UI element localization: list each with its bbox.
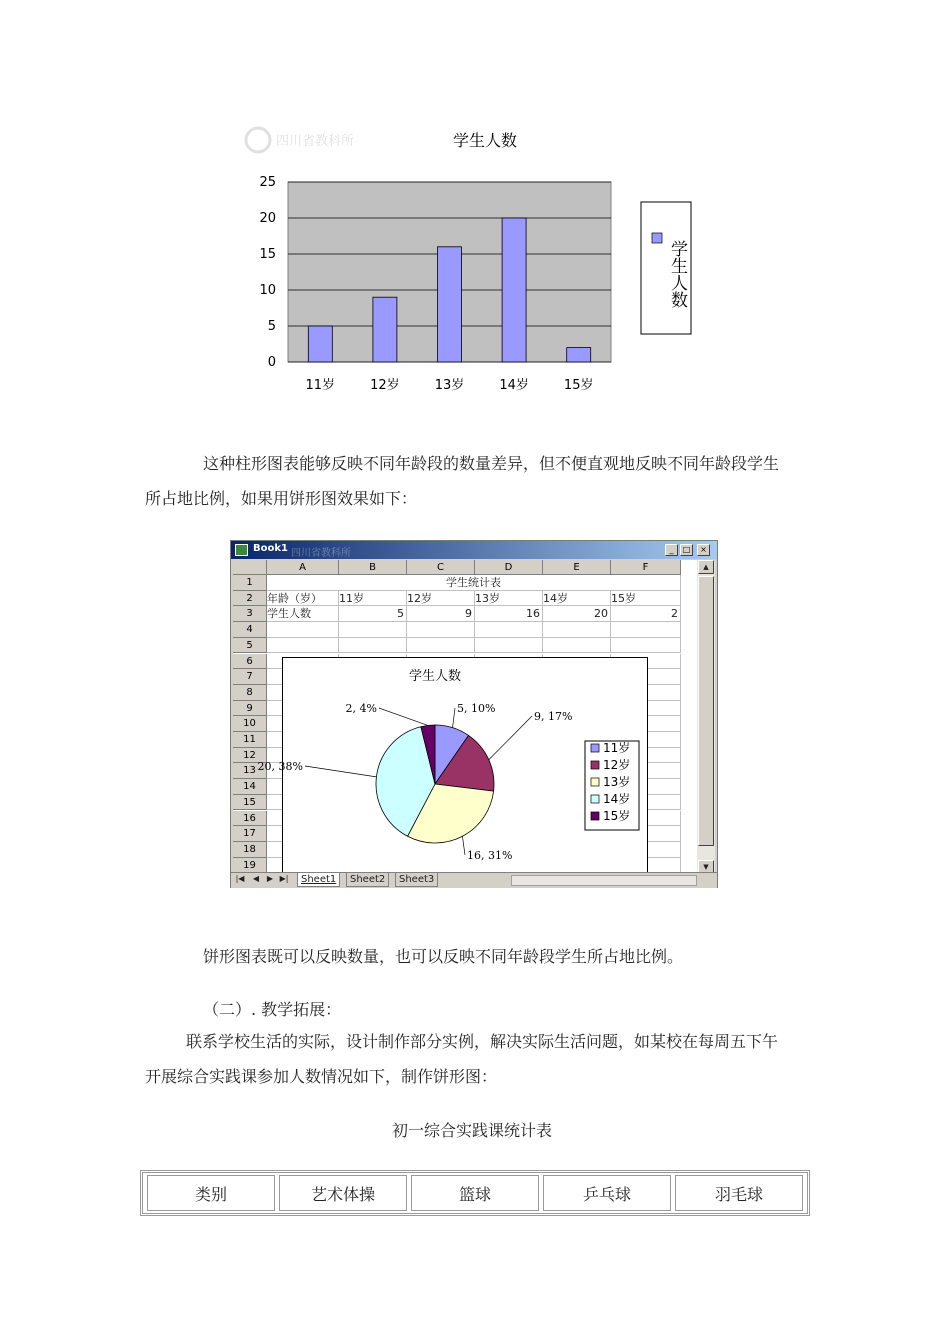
legend-label: 学生人数: [667, 240, 687, 308]
paragraph-3-line-1: 联系学校生活的实际，设计制作部分实例，解决实际生活问题，如某校在每周五下午: [186, 1032, 779, 1051]
row-header[interactable]: 6: [233, 654, 267, 670]
leader-line: [489, 716, 532, 760]
leader-line: [305, 766, 376, 777]
age-cell[interactable]: 11岁: [339, 591, 407, 607]
row-header[interactable]: 17: [233, 826, 267, 842]
x-tick-labels: [306, 377, 594, 393]
leader-line: [379, 708, 428, 725]
sheet-cell[interactable]: [339, 638, 407, 654]
row-header[interactable]: 4: [233, 622, 267, 638]
tab-sheet1[interactable]: Sheet1: [297, 873, 340, 887]
y-tick-label: 10: [259, 283, 276, 298]
row-header[interactable]: 11: [233, 732, 267, 748]
y-tick-label: 0: [267, 355, 276, 370]
pie-data-label: 16, 31%: [467, 849, 513, 862]
watermark-text: 四川省教科所: [276, 134, 355, 149]
tab-sheet3[interactable]: Sheet3: [395, 873, 438, 887]
paragraph-1-line-1: 这种柱形图表能够反映不同年龄段的数量差异，但不便直观地反映不同年龄段学生: [203, 454, 780, 473]
row-header[interactable]: 18: [233, 842, 267, 858]
label-cell[interactable]: 学生人数: [267, 606, 339, 622]
activity-table: [140, 1170, 810, 1216]
workbook-title: Book1: [253, 543, 288, 554]
excel-title-bar: [231, 541, 717, 559]
maximize-icon[interactable]: □: [680, 544, 693, 556]
value-cell[interactable]: 16: [475, 606, 543, 622]
column-header[interactable]: D: [475, 560, 543, 575]
table-title: 初一综合实践课统计表: [392, 1121, 553, 1140]
y-tick-label: 25: [259, 175, 276, 190]
row-header[interactable]: 12: [233, 748, 267, 764]
last-sheet-icon[interactable]: ▶|: [279, 874, 289, 883]
column-header[interactable]: E: [543, 560, 611, 575]
value-cell[interactable]: 2: [611, 606, 681, 622]
leader-line: [462, 836, 465, 855]
row-header[interactable]: 7: [233, 669, 267, 685]
row-header[interactable]: 5: [233, 638, 267, 654]
y-tick-label: 5: [267, 319, 276, 334]
row-header[interactable]: 2: [233, 591, 267, 607]
next-sheet-icon[interactable]: ▶: [266, 874, 274, 883]
value-cell[interactable]: 20: [543, 606, 611, 622]
legend-swatch: [652, 233, 662, 243]
y-tick-labels: [259, 175, 276, 370]
scroll-down-icon[interactable]: ▼: [698, 860, 714, 874]
table-title-cell[interactable]: 学生统计表: [267, 575, 681, 591]
sheet-cell[interactable]: [543, 638, 611, 654]
pie-chart-object[interactable]: [257, 657, 648, 883]
chart-title: 学生人数: [452, 131, 518, 150]
row-header[interactable]: 13: [233, 763, 267, 779]
age-cell[interactable]: 年龄（岁）: [267, 591, 339, 607]
bar: [373, 297, 397, 362]
column-header[interactable]: F: [611, 560, 681, 575]
table-header-cell: 乒乓球: [543, 1175, 671, 1211]
age-cell[interactable]: 12岁: [407, 591, 475, 607]
pie-legend-swatch: [591, 795, 599, 803]
close-icon[interactable]: ×: [697, 544, 710, 556]
row-header[interactable]: 8: [233, 685, 267, 701]
age-cell[interactable]: 15岁: [611, 591, 681, 607]
row-header[interactable]: 16: [233, 811, 267, 827]
table-header-cell: 篮球: [411, 1175, 539, 1211]
bar: [438, 247, 462, 362]
x-tick-label: 15岁: [563, 378, 594, 393]
row-header[interactable]: 19: [233, 858, 267, 874]
tab-sheet2[interactable]: Sheet2: [346, 873, 389, 887]
sheet-cell[interactable]: [407, 622, 475, 638]
sheet-cell[interactable]: [267, 622, 339, 638]
sheet-cell[interactable]: [475, 638, 543, 654]
scroll-thumb[interactable]: [698, 576, 714, 846]
vertical-scrollbar[interactable]: [697, 560, 715, 874]
pie-data-label: 5, 10%: [457, 702, 496, 715]
column-header[interactable]: C: [407, 560, 475, 575]
workbook-icon: [235, 544, 248, 556]
pie-slices: [376, 725, 494, 843]
pie-legend-label: 12岁: [603, 758, 631, 772]
age-cell[interactable]: 14岁: [543, 591, 611, 607]
pie-legend-swatch: [591, 744, 599, 752]
table-header-cell: 类别: [147, 1175, 275, 1211]
value-cell[interactable]: 9: [407, 606, 475, 622]
x-tick-label: 13岁: [434, 378, 465, 393]
y-tick-label: 20: [259, 211, 276, 226]
bar: [308, 326, 332, 362]
pie-data-label: 2, 4%: [345, 702, 377, 715]
row-header[interactable]: 14: [233, 779, 267, 795]
select-all-corner[interactable]: [233, 560, 267, 575]
pie-legend-swatch: [591, 812, 599, 820]
bar-chart-figure: [230, 118, 710, 408]
column-header[interactable]: B: [339, 560, 407, 575]
pie-legend-label: 14岁: [603, 792, 631, 806]
sheet-cell[interactable]: [611, 622, 681, 638]
bar: [502, 218, 526, 362]
row-header[interactable]: 9: [233, 701, 267, 717]
horizontal-scrollbar[interactable]: [511, 875, 697, 886]
sheet-cell[interactable]: [407, 638, 475, 654]
bar: [567, 348, 591, 362]
paragraph-1-line-2: 所占地比例，如果用饼形图效果如下：: [145, 489, 418, 508]
pie-legend-label: 15岁: [603, 809, 631, 823]
age-cell[interactable]: 13岁: [475, 591, 543, 607]
x-tick-label: 12岁: [370, 378, 400, 393]
pie-legend-label: 11岁: [603, 741, 631, 755]
x-tick-label: 14岁: [499, 378, 529, 393]
pie-chart: [257, 658, 647, 882]
pie-title: 学生人数: [408, 669, 462, 684]
table-header-cell: 羽毛球: [675, 1175, 803, 1211]
prev-sheet-icon[interactable]: ◀: [252, 874, 260, 883]
pie-legend-swatch: [591, 761, 599, 769]
spreadsheet-grid[interactable]: [233, 560, 697, 874]
row-header[interactable]: 15: [233, 795, 267, 811]
y-tick-label: 15: [259, 247, 276, 262]
sheet-cell[interactable]: [475, 622, 543, 638]
row-header[interactable]: 1: [233, 575, 267, 591]
paragraph-3-line-2: 开展综合实践课参加人数情况如下，制作饼形图：: [145, 1067, 498, 1086]
sheet-cell[interactable]: [267, 638, 339, 654]
column-header[interactable]: A: [267, 560, 339, 575]
x-tick-label: 11岁: [305, 378, 336, 393]
sheet-tab-bar: [231, 872, 717, 888]
row-header[interactable]: 3: [233, 606, 267, 622]
bar-chart: [230, 118, 710, 408]
row-header[interactable]: 10: [233, 716, 267, 732]
scroll-up-icon[interactable]: ▲: [698, 560, 714, 574]
watermark-text: 四川省教科所: [291, 548, 351, 559]
leader-line: [453, 708, 455, 728]
pie-legend-swatch: [591, 778, 599, 786]
pie-legend-label: 13岁: [603, 775, 631, 789]
first-sheet-icon[interactable]: |◀: [235, 874, 245, 883]
paragraph-2: 饼形图表既可以反映数量，也可以反映不同年龄段学生所占地比例。: [203, 947, 684, 966]
sheet-cell[interactable]: [611, 638, 681, 654]
sheet-cell[interactable]: [339, 622, 407, 638]
excel-window-screenshot: [230, 540, 718, 888]
section-heading: （二）. 教学拓展：: [203, 1000, 342, 1019]
table-header-cell: 艺术体操: [279, 1175, 407, 1211]
pie-data-label: 9, 17%: [534, 710, 573, 723]
watermark-logo: [246, 128, 354, 152]
pie-data-label: 20, 38%: [257, 760, 303, 773]
value-cell[interactable]: 5: [339, 606, 407, 622]
sheet-cell[interactable]: [543, 622, 611, 638]
minimize-icon[interactable]: _: [665, 544, 678, 556]
